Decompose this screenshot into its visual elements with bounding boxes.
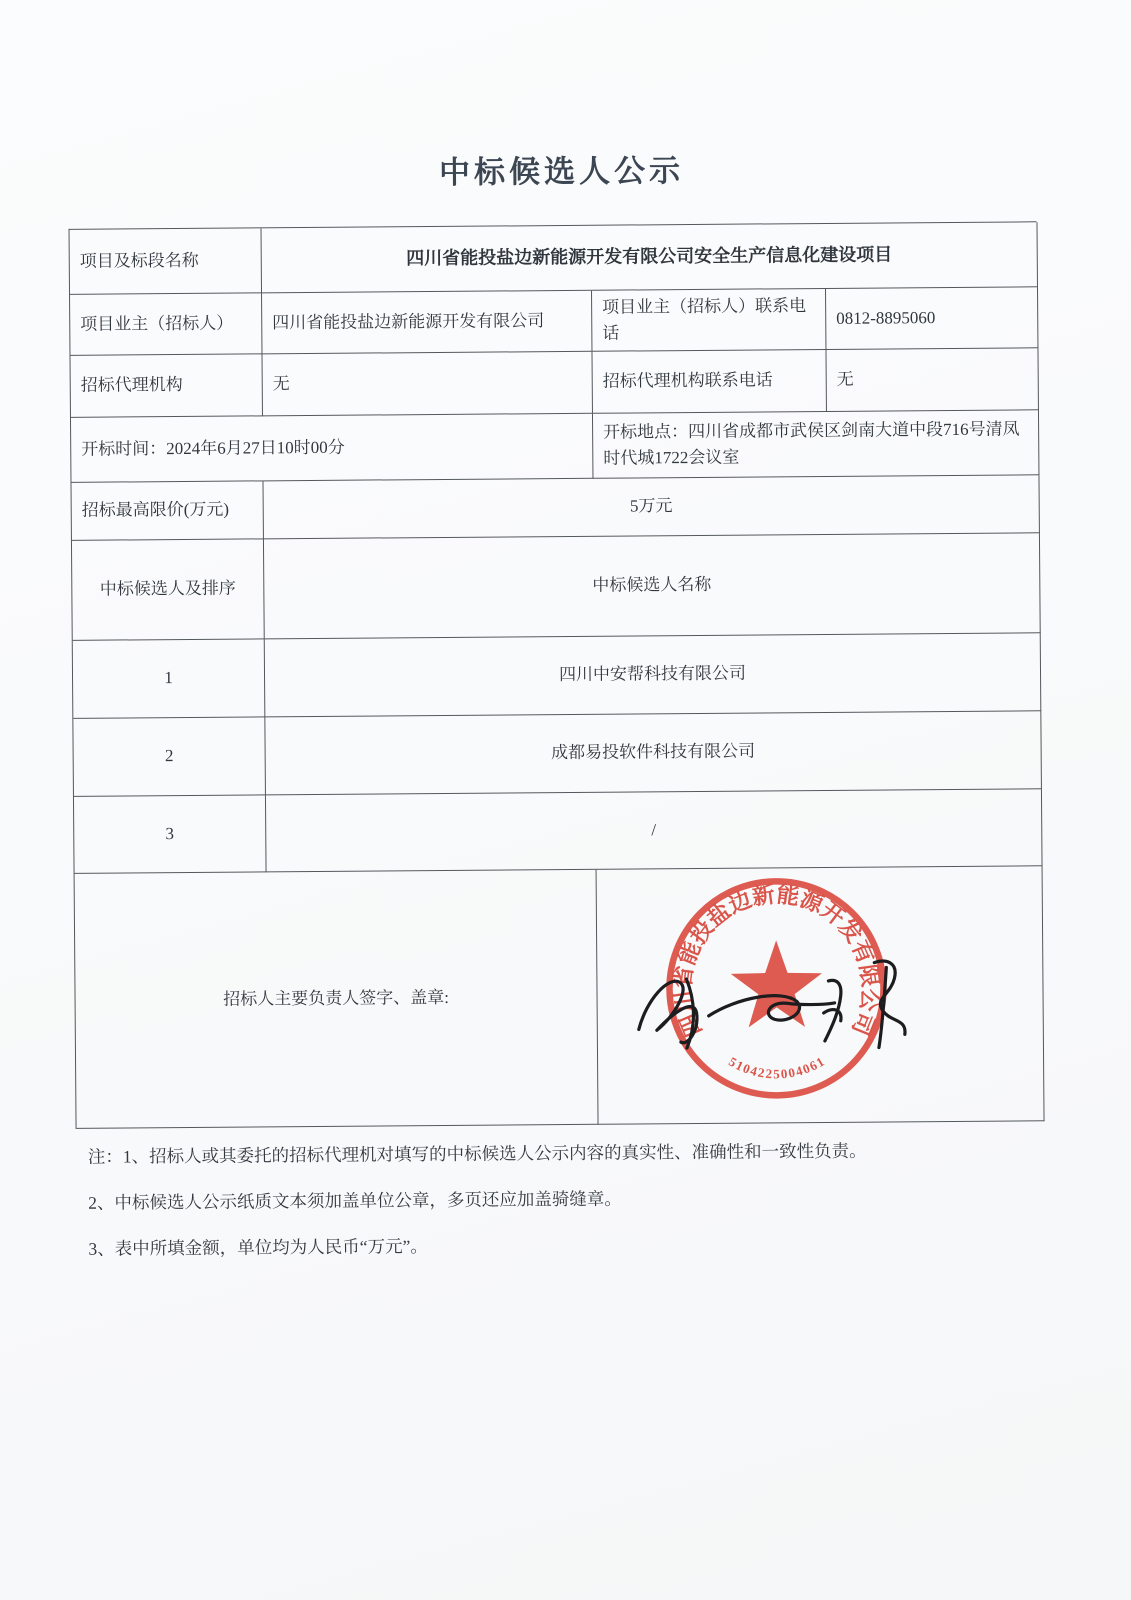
candidate-rank: 3 <box>74 795 267 874</box>
footnotes <box>88 1136 1049 1282</box>
seal-number-text: 5104225004061 <box>726 1053 828 1082</box>
document-title: 中标候选人公示 <box>438 153 685 190</box>
svg-text:5104225004061 <box>726 1053 828 1082</box>
candidate-rank: 2 <box>73 717 266 797</box>
note-line-1: 注：1、招标人或其委托的招标代理机对填写的中标候选人公示内容的真实性、准确性和一致性负责。 <box>87 1140 867 1167</box>
agency-phone-label: 招标代理机构联系电话 <box>592 350 826 414</box>
candidates-name-header: 中标候选人名称 <box>264 533 1041 639</box>
project-name-label: 项目及标段名称 <box>70 228 263 295</box>
notice-table <box>69 221 1044 1129</box>
candidate-name: 成都易投软件科技有限公司 <box>265 711 1042 795</box>
company-seal-and-signature <box>616 862 928 1114</box>
signature-stamp-cell <box>597 866 1045 1124</box>
candidate-name: 四川中安帮科技有限公司 <box>265 633 1042 717</box>
candidate-name: / <box>266 789 1043 872</box>
owner-phone-label: 项目业主（招标人）联系电话 <box>592 289 826 352</box>
signature-label: 招标人主要负责人签字、盖章: <box>75 870 599 1129</box>
max-price-label: 招标最高限价(万元) <box>71 481 263 541</box>
opening-place: 开标地点：四川省成都市武侯区剑南大道中段716号清凤时代城1722会议室 <box>593 410 1039 479</box>
seal-star-icon <box>731 940 823 1028</box>
opening-time: 开标时间：2024年6月27日10时00分 <box>71 414 593 483</box>
handwritten-signature <box>638 961 905 1050</box>
agency-phone-value: 无 <box>826 348 1038 412</box>
seal-company-text: 四川省能投盐边新能源开发有限公司 <box>669 881 884 1041</box>
red-seal-icon <box>669 880 885 1096</box>
project-name-value: 四川省能投盐边新能源开发有限公司安全生产信息化建设项目 <box>262 222 1038 293</box>
owner-value: 四川省能投盐边新能源开发有限公司 <box>262 291 592 355</box>
candidates-rank-header: 中标候选人及排序 <box>72 539 265 641</box>
note-line-3: 3、表中所填金额，单位均为人民币“万元”。 <box>88 1236 428 1259</box>
agency-value: 无 <box>262 352 592 417</box>
candidate-rank: 1 <box>73 639 266 719</box>
max-price-value: 5万元 <box>263 475 1039 539</box>
agency-label: 招标代理机构 <box>71 354 263 418</box>
note-line-2: 2、中标候选人公示纸质文本须加盖单位公章，多页还应加盖骑缝章。 <box>88 1188 622 1213</box>
svg-text:四川省能投盐边新能源开发有限公司 <box>669 880 883 1041</box>
owner-phone-value: 0812-8895060 <box>826 287 1038 350</box>
owner-label: 项目业主（招标人） <box>70 293 262 356</box>
